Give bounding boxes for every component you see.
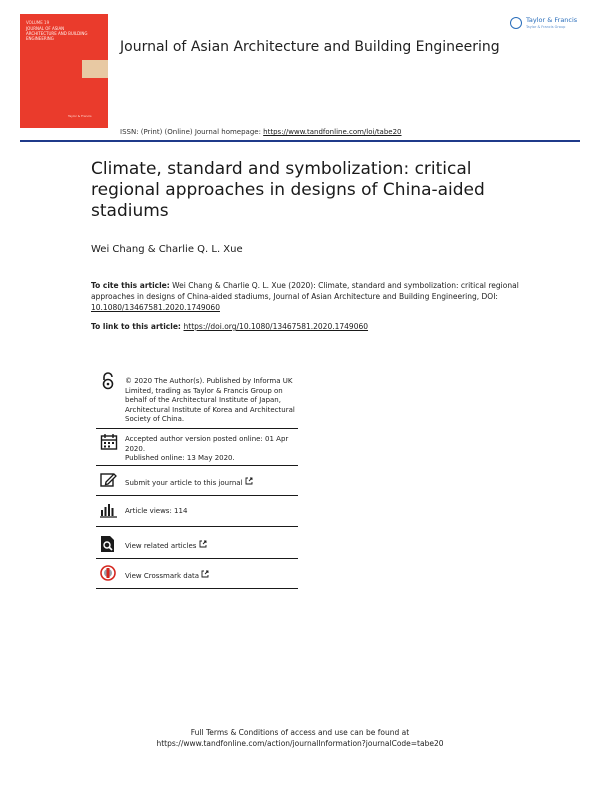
license-row xyxy=(96,370,298,429)
article-doi-link[interactable]: https://doi.org/10.1080/13467581.2020.1749060 xyxy=(183,322,369,331)
citation-block xyxy=(91,280,521,313)
tf-logo-sub: Taylor & Francis Group xyxy=(526,25,566,29)
issn-line xyxy=(120,128,402,136)
open-access-icon xyxy=(100,372,116,388)
tf-logo-icon xyxy=(510,17,522,29)
citation-text: Wei Chang & Charlie Q. L. Xue (2020): Climate, standard and symbolization: critical regional approaches in designs of China-aided stadiums, Journal of Asian Architecture and Building Engineering, DOI: xyxy=(91,281,519,301)
footer-terms-text: Full Terms & Conditions of access and use can be found at xyxy=(190,728,410,737)
journal-homepage-link[interactable]: https://www.tandfonline.com/loi/tabe20 xyxy=(263,128,402,136)
submit-row[interactable] xyxy=(96,466,298,496)
related-label: View related articles xyxy=(125,542,197,550)
article-authors: Wei Chang & Charlie Q. L. Xue xyxy=(91,244,243,255)
external-link-icon xyxy=(201,572,209,580)
taylor-francis-logo xyxy=(510,14,586,34)
cover-volume: VOLUME 19 xyxy=(26,20,50,25)
cover-band xyxy=(82,60,108,78)
journal-title: Journal of Asian Architecture and Building Engineering xyxy=(120,39,500,55)
citation-doi-link[interactable]: 10.1080/13467581.2020.1749060 xyxy=(91,303,220,312)
link-label: To link to this article: xyxy=(91,322,184,331)
dates-row xyxy=(96,429,298,466)
cover-title: JOURNAL OF ASIAN ARCHITECTURE AND BUILDING ENGINEERING xyxy=(26,26,88,41)
accepted-date: Accepted author version posted online: 01 Apr 2020. xyxy=(125,435,289,453)
related-row[interactable] xyxy=(96,527,298,559)
external-link-icon xyxy=(199,542,207,550)
edit-icon xyxy=(100,472,116,488)
submit-label: Submit your article to this journal xyxy=(125,479,243,487)
submit-article-link[interactable] xyxy=(125,477,297,489)
published-date: Published online: 13 May 2020. xyxy=(125,454,235,462)
bar-chart-icon xyxy=(100,502,116,518)
views-row xyxy=(96,496,298,527)
view-related-link[interactable] xyxy=(125,540,297,552)
crossmark-label: View Crossmark data xyxy=(125,572,200,580)
cover-publisher: Taylor & Francis xyxy=(68,114,92,118)
article-info-list xyxy=(96,370,298,589)
crossmark-icon xyxy=(100,565,116,581)
article-title: Climate, standard and symbolization: critical regional approaches in designs of China-aided stadiums xyxy=(91,159,485,221)
crossmark-row[interactable] xyxy=(96,559,298,589)
tf-logo-name: Taylor & Francis xyxy=(526,16,578,24)
header-divider xyxy=(20,140,580,142)
calendar-icon xyxy=(100,433,116,449)
view-crossmark-link[interactable] xyxy=(125,570,297,582)
citation-label: To cite this article: xyxy=(91,281,170,290)
external-link-icon xyxy=(245,479,253,487)
footer xyxy=(0,727,600,749)
license-text: © 2020 The Author(s). Published by Informa UK Limited, trading as Taylor & Francis Group on behalf of the Architectural Institute of Japan, Architectural Institute of Korea and Architectural Society of China. xyxy=(125,377,295,423)
issn-prefix: ISSN: (Print) (Online) Journal homepage: xyxy=(120,128,264,136)
footer-journal-info-link[interactable]: https://www.tandfonline.com/action/journalInformation?journalCode=tabe20 xyxy=(156,739,444,748)
article-link-block xyxy=(91,322,521,331)
article-views: Article views: 114 xyxy=(125,507,188,515)
document-search-icon xyxy=(100,535,116,551)
journal-cover-image xyxy=(20,14,108,128)
dates-text xyxy=(125,435,297,464)
